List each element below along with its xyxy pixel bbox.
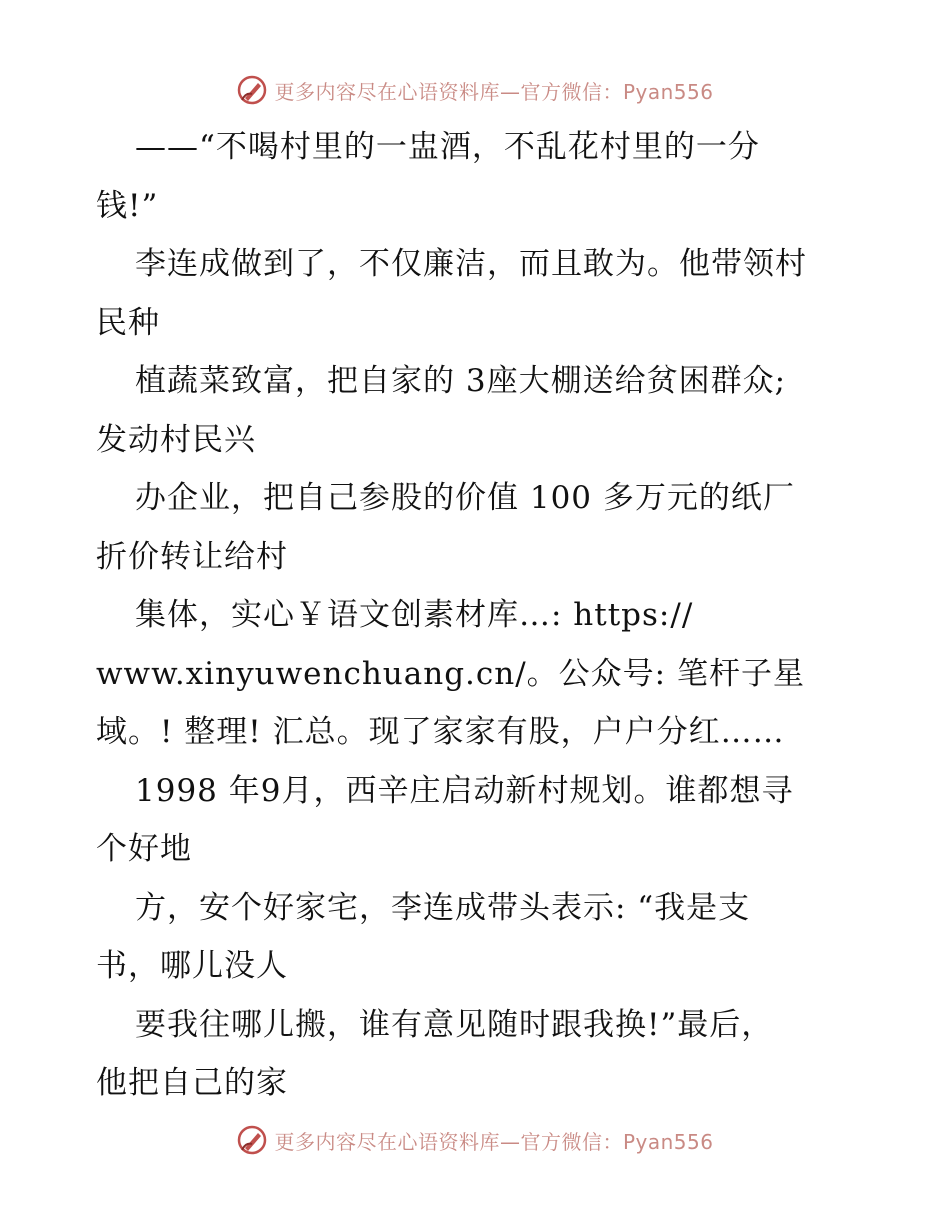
watermark-text: 更多内容尽在心语资料库—官方微信：Pyan556: [274, 79, 714, 104]
document-body: [96, 118, 856, 1113]
footer-watermark: [0, 1120, 950, 1160]
text-line: 他把自己的家: [96, 1065, 288, 1101]
text-line: 植蔬菜致富，把自家的 3座大棚送给贫困群众;: [135, 363, 787, 399]
text-line: 李连成做到了，不仅廉洁，而且敢为。他带领村: [135, 246, 807, 282]
pen-logo-icon: [236, 1124, 268, 1156]
text-line: 办企业，把自己参股的价值 100 多万元的纸厂: [135, 480, 795, 516]
text-line: 域。! 整理! 汇总。现了家家有股，户户分红……: [96, 714, 785, 750]
text-line: 书，哪儿没人: [96, 948, 288, 984]
text-line: 民种: [96, 304, 160, 341]
text-line: www.xinyuwenchuang.cn/。公众号: 笔杆子星: [96, 655, 805, 692]
watermark-text: 更多内容尽在心语资料库—官方微信：Pyan556: [274, 1129, 714, 1154]
text-line: 要我往哪儿搬，谁有意见随时跟我换!”最后，: [135, 1006, 774, 1043]
text-line: ——“不喝村里的一盅酒，不乱花村里的一分: [135, 129, 760, 165]
text-line: 集体，实心￥语文创素材库…: https://: [135, 597, 694, 633]
header-watermark: [0, 70, 950, 110]
pen-logo-icon: [236, 74, 268, 106]
text-line: 钱!”: [96, 187, 159, 224]
text-line: 方，安个好家宅，李连成带头表示: “我是支: [135, 889, 751, 926]
text-line: 1998 年9月，西辛庄启动新村规划。谁都想寻: [135, 772, 794, 809]
text-line: 个好地: [96, 831, 192, 867]
text-line: 发动村民兴: [96, 421, 256, 458]
text-line: 折价转让给村: [96, 538, 288, 575]
